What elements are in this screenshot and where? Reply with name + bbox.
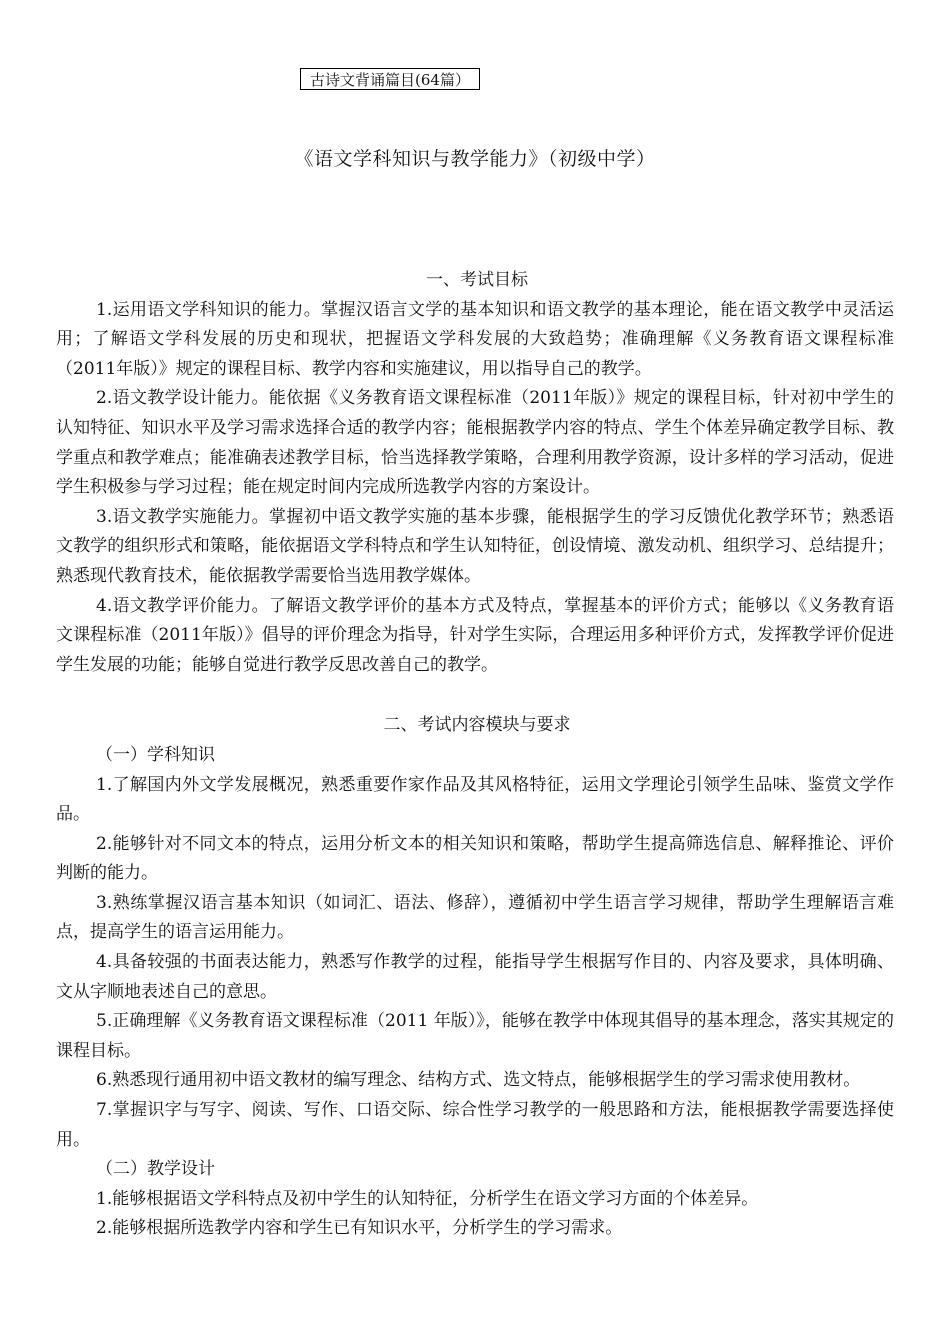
section-heading-exam-content: 二、考试内容模块与要求 bbox=[383, 715, 571, 736]
list-item: 2.能够针对不同文本的特点，运用分析文本的相关知识和策略，帮助学生提高筛选信息、解释推论、评价判断的能力。 bbox=[56, 833, 894, 884]
paragraph: 1.运用语文学科知识的能力。掌握汉语言文学的基本知识和语文教学的基本理论，能在语文教学中灵活运用；了解语文学科发展的历史和现状，把握语文学科发展的大致趋势；准确理解《义务教育语文课程标准（2011年版）》规定的课程目标、教学内容和实施建议，用以指导自己的教学。 bbox=[56, 299, 894, 379]
list-item: 5.正确理解《义务教育语文课程标准（2011 年版）》，能够在教学中体现其倡导的基本理念，落实其规定的课程目标。 bbox=[56, 1011, 894, 1061]
list-item: 1.能够根据语文学科特点及初中学生的认知特征，分析学生在语文学习方面的个体差异。 bbox=[96, 1188, 759, 1209]
list-item: 7.掌握识字与写字、阅读、写作、口语交际、综合性学习教学的一般思路和方法，能根据教学需要选择使用。 bbox=[56, 1100, 894, 1150]
subsection-title-subject-knowledge: （一）学科知识 bbox=[96, 744, 215, 765]
list-item: 6.熟悉现行通用初中语文教材的编写理念、结构方式、选文特点，能够根据学生的学习需求使用教材。 bbox=[96, 1070, 861, 1091]
boxed-title: 古诗文背诵篇目(64篇） bbox=[300, 68, 480, 90]
subsection-title-teaching-design: （二）教学设计 bbox=[96, 1159, 215, 1180]
paragraph: 4.语文教学评价能力。了解语文教学评价的基本方式及特点，掌握基本的评价方式；能够以《义务教育语文课程标准（2011年版）》倡导的评价理念为指导，针对学生实际，合理运用多种评价方式，发挥教学评价促进学生发展的功能；能够自觉进行教学反思改善自己的教学。 bbox=[56, 595, 894, 675]
list-item: 1.了解国内外文学发展概况，熟悉重要作家作品及其风格特征，运用文学理论引领学生品味、鉴赏文学作品。 bbox=[56, 774, 894, 825]
paragraph: 3.语文教学实施能力。掌握初中语文教学实施的基本步骤，能根据学生的学习反馈优化教学环节；熟悉语文教学的组织形式和策略，能依据语文学科特点和学生认知特征，创设情境、激发动机、组织学习、总结提升；熟悉现代教育技术，能依据教学需要恰当选用教学媒体。 bbox=[56, 506, 894, 586]
document-body bbox=[56, 266, 894, 1244]
section-gap bbox=[56, 680, 894, 711]
section-heading-exam-goals: 一、考试目标 bbox=[426, 270, 528, 290]
list-item: 3.熟练掌握汉语言基本知识（如词汇、语法、修辞），遵循初中学生语言学习规律，帮助学生理解语言难点，提高学生的语言运用能力。 bbox=[56, 892, 894, 943]
list-item: 2.能够根据所选教学内容和学生已有知识水平，分析学生的学习需求。 bbox=[96, 1218, 623, 1239]
document-title: 《语文学科知识与教学能力》（初级中学） bbox=[294, 148, 656, 170]
paragraph: 2.语文教学设计能力。能依据《义务教育语文课程标准（2011年版）》规定的课程目标，针对初中学生的认知特征、知识水平及学习需求选择合适的教学内容；能根据教学内容的特点、学生个体差异确定教学目标、教学重点和教学难点；能准确表述教学目标，恰当选择教学策略，合理利用教学资源，设计多样的学习活动，促进学生积极参与学习过程；能在规定时间内完成所选教学内容的方案设计。 bbox=[56, 388, 894, 498]
list-item: 4.具备较强的书面表达能力，熟悉写作教学的过程，能指导学生根据写作目的、内容及要求，具体明确、文从字顺地表述自己的意思。 bbox=[56, 952, 894, 1002]
